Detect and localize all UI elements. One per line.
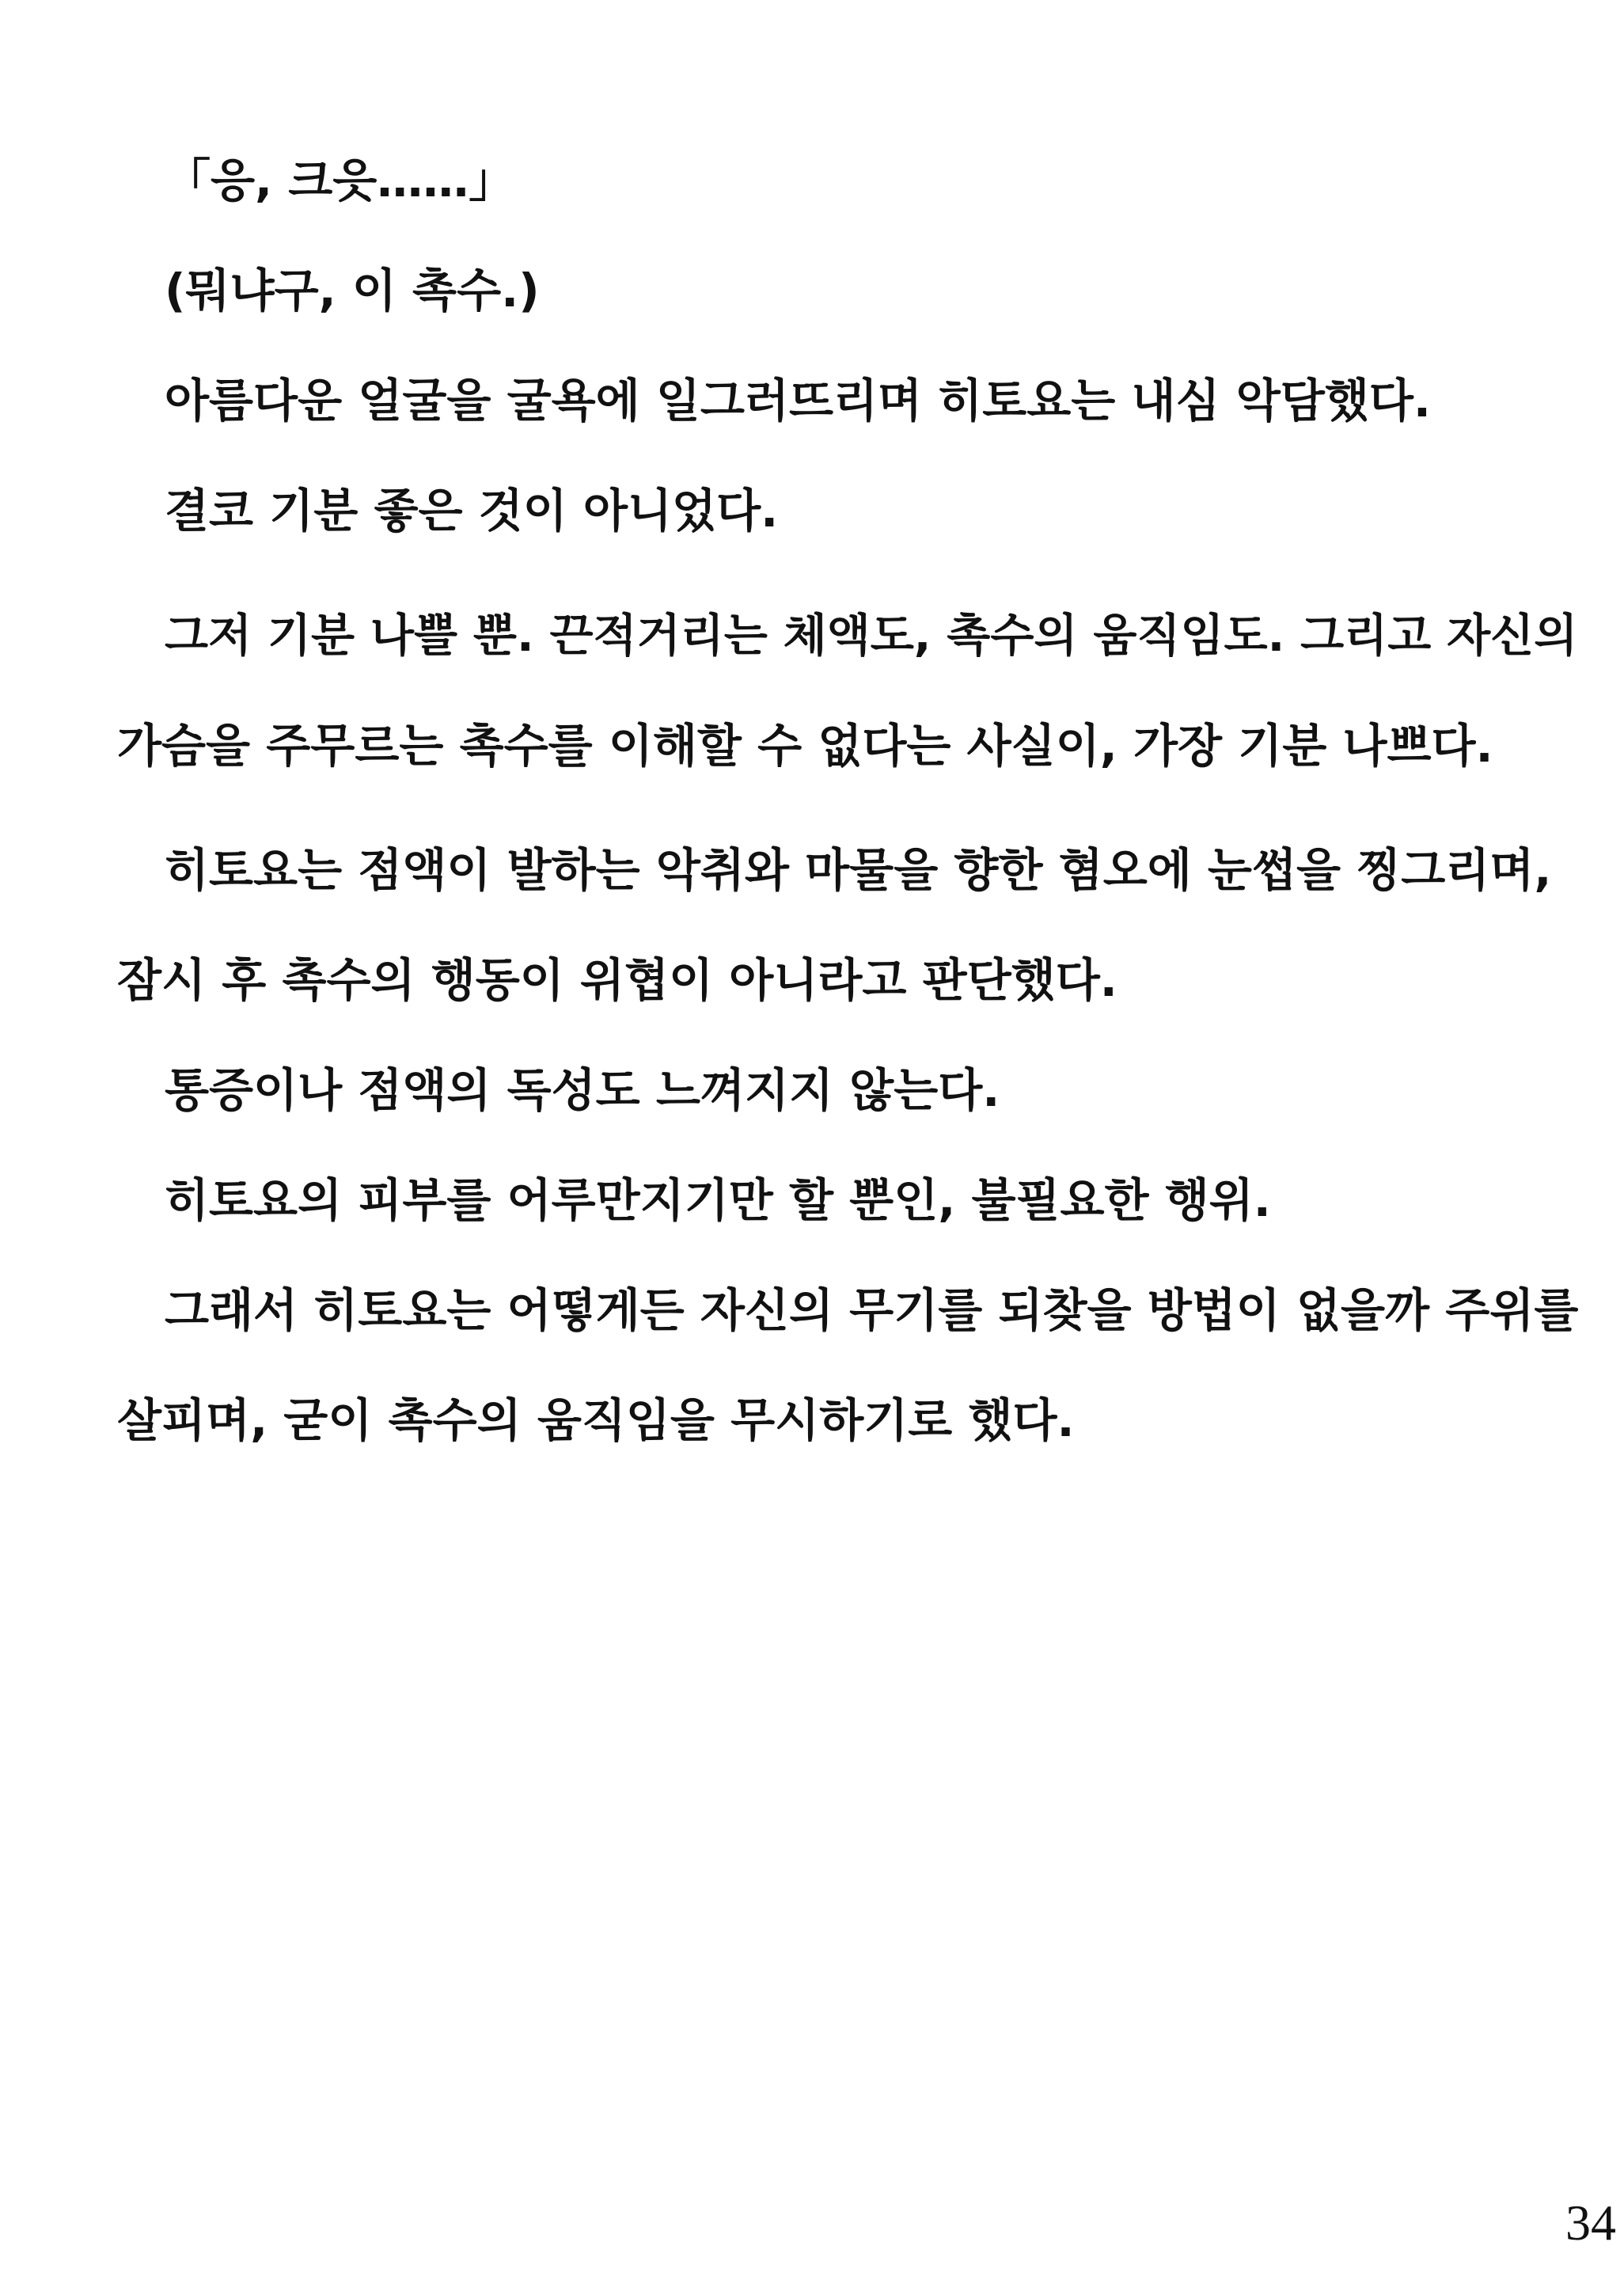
text-line-8: 잠시 후 촉수의 행동이 위협이 아니라고 판단했다. (117, 953, 1117, 1007)
text-line-3: 아름다운 얼굴을 굴욕에 일그러뜨리며 히토요는 내심 악담했다. (165, 374, 1431, 428)
text-line-11: 그래서 히토요는 어떻게든 자신의 무기를 되찾을 방법이 없을까 주위를 (165, 1283, 1579, 1337)
text-line-1: 「응, 크읏……」 (165, 154, 515, 207)
text-line-12: 살피며, 굳이 촉수의 움직임을 무시하기로 했다. (117, 1393, 1075, 1447)
text-line-5: 그저 기분 나쁠 뿐. 끈적거리는 체액도, 촉수의 움직임도. 그리고 자신의 (165, 610, 1578, 662)
text-line-6: 가슴을 주무르는 촉수를 이해할 수 없다는 사실이, 가장 기분 나쁘다. (117, 719, 1493, 773)
text-line-7: 히토요는 점액이 발하는 악취와 마물을 향한 혐오에 눈썹을 찡그리며, (165, 843, 1552, 897)
page-number: 34 (1565, 2194, 1616, 2251)
text-line-4: 결코 기분 좋은 것이 아니었다. (165, 484, 779, 538)
text-line-9: 통증이나 점액의 독성도 느껴지지 않는다. (165, 1063, 1000, 1117)
text-line-2: (뭐냐구, 이 촉수.) (165, 264, 540, 317)
text-line-10: 히토요의 피부를 어루만지기만 할 뿐인, 불필요한 행위. (165, 1173, 1271, 1227)
